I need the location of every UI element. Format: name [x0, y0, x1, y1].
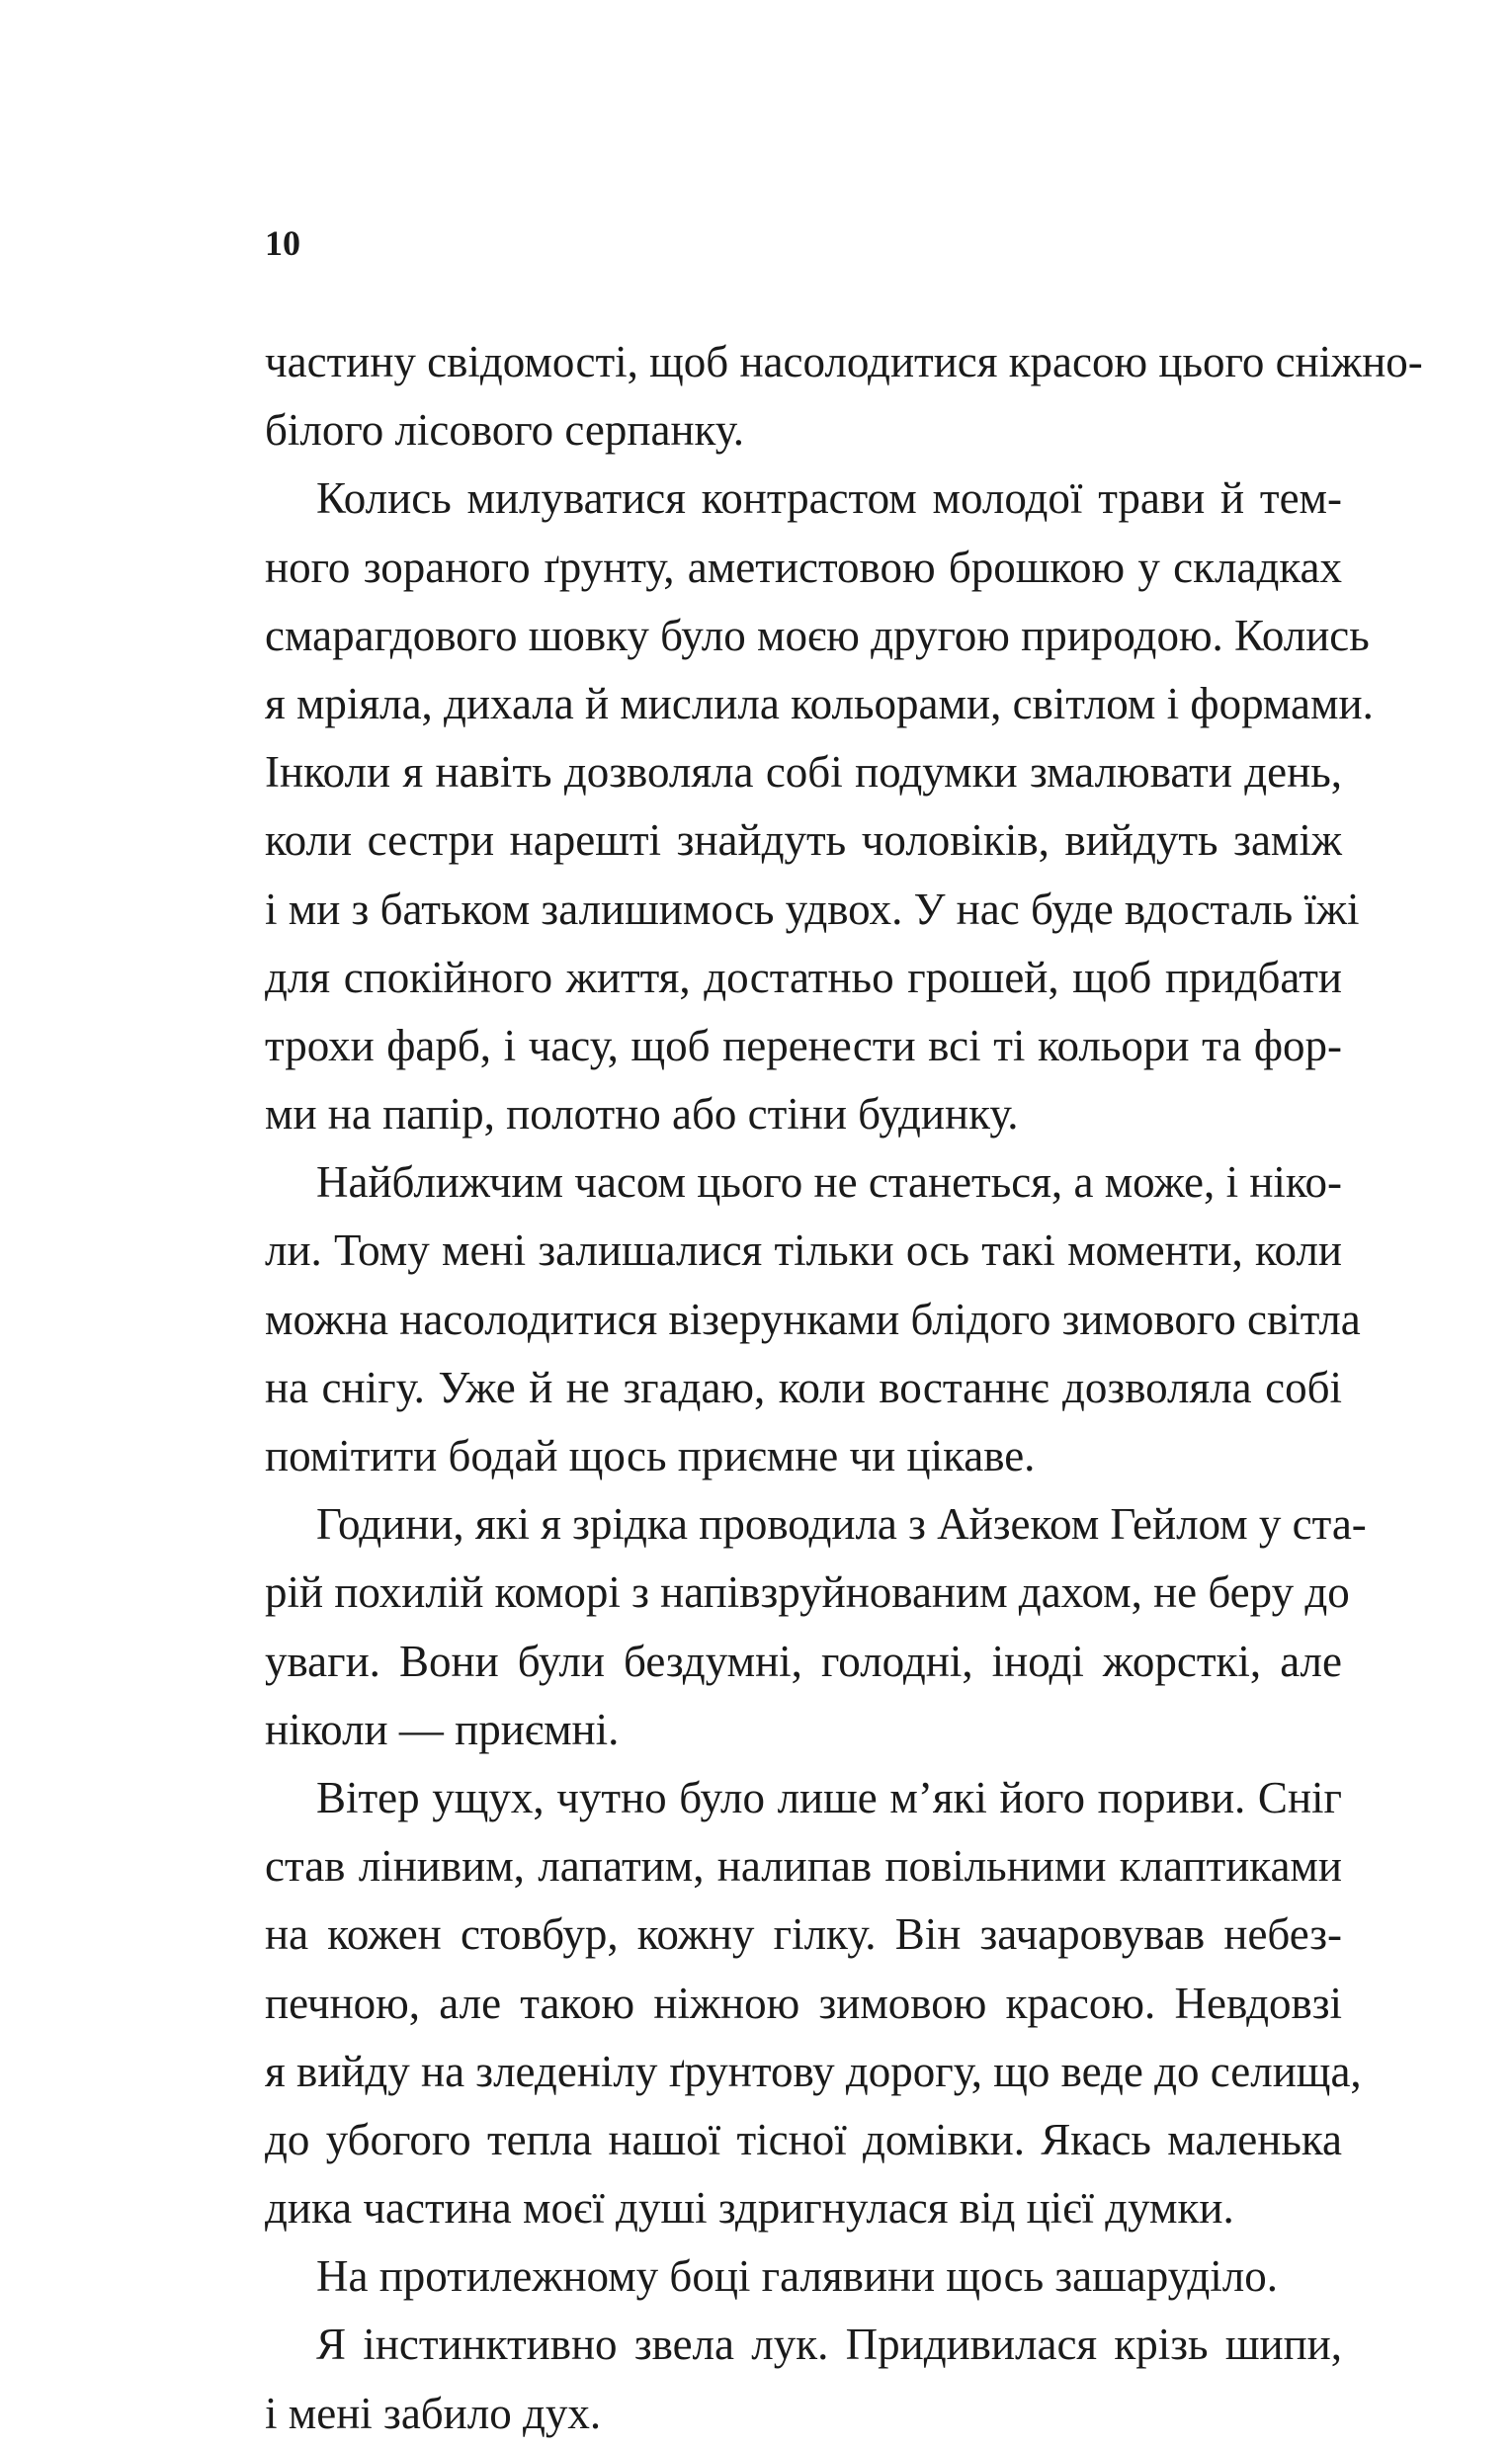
text-line: можна насолодитися візерунками блідого зимового світла: [265, 1294, 1361, 1344]
text-line: я мріяла, дихала й мислила кольорами, світлом і формами.: [265, 678, 1374, 728]
text-line: Вітер ущух, чутно було лише м’які його пориви. Сніг: [316, 1772, 1342, 1822]
text-line: я вийду на зледенілу ґрунтову дорогу, що веде до селища,: [265, 2046, 1362, 2096]
body-text: [265, 328, 1423, 2448]
text-line: уваги. Вони були бездумні, голодні, іноді жорсткі, але: [265, 1636, 1342, 1686]
text-line: ніколи — приємні.: [265, 1704, 620, 1754]
text-line: ми на папір, полотно або стіни будинку.: [265, 1089, 1019, 1140]
text-line: трохи фарб, і часу, щоб перенести всі ті кольори та фор-: [265, 1020, 1342, 1070]
text-line: Інколи я навіть дозволяла собі подумки змалювати день,: [265, 747, 1342, 798]
text-line: Години, які я зрідка проводила з Айзеком Гейлом у ста-: [316, 1499, 1367, 1550]
text-line: смарагдового шовку було моєю другою природою. Колись: [265, 610, 1370, 660]
text-line: ного зораного ґрунту, аметистовою брошкою у складках: [265, 542, 1342, 592]
text-line: білого лісового серпанку.: [265, 405, 745, 456]
text-line: коли сестри нарешті знайдуть чоловіків, вийдуть заміж: [265, 815, 1342, 866]
text-line: на кожен стовбур, кожну гілку. Він зачаровував небез-: [265, 1909, 1342, 1960]
page-number: 10: [265, 223, 300, 263]
text-line: став лінивим, лапатим, налипав повільними клаптиками: [265, 1841, 1342, 1892]
text-line: і мені забило дух.: [265, 2388, 602, 2438]
text-line: на снігу. Уже й не згадаю, коли востаннє дозволяла собі: [265, 1362, 1342, 1412]
text-line: помітити бодай щось приємне чи цікаве.: [265, 1431, 1036, 1480]
text-line: печною, але такою ніжною зимовою красою. Невдовзі: [265, 1978, 1342, 2028]
text-line: до убогого тепла нашої тісної домівки. Якась маленька: [265, 2114, 1342, 2164]
text-line: На протилежному боці галявини щось зашаруділо.: [316, 2251, 1278, 2302]
text-line: Найближчим часом цього не станеться, а може, і ніко-: [316, 1157, 1342, 1208]
text-line: дика частина моєї душі здригнулася від цієї думки.: [265, 2183, 1234, 2234]
text-line: для спокійного життя, достатньо грошей, щоб придбати: [265, 952, 1342, 1002]
text-line: Я інстинктивно звела лук. Придивилася крізь шипи,: [316, 2320, 1342, 2370]
text-line: і ми з батьком залишимось удвох. У нас буде вдосталь їжі: [265, 884, 1360, 934]
text-line: рій похилій коморі з напівзруйнованим дахом, не беру до: [265, 1567, 1350, 1618]
text-line: частину свідомості, щоб насолодитися красою цього сніжно-: [265, 337, 1423, 386]
text-line: Колись милуватися контрастом молодої трави й тем-: [316, 473, 1342, 524]
text-line: ли. Тому мені залишалися тільки ось такі моменти, коли: [265, 1225, 1342, 1276]
